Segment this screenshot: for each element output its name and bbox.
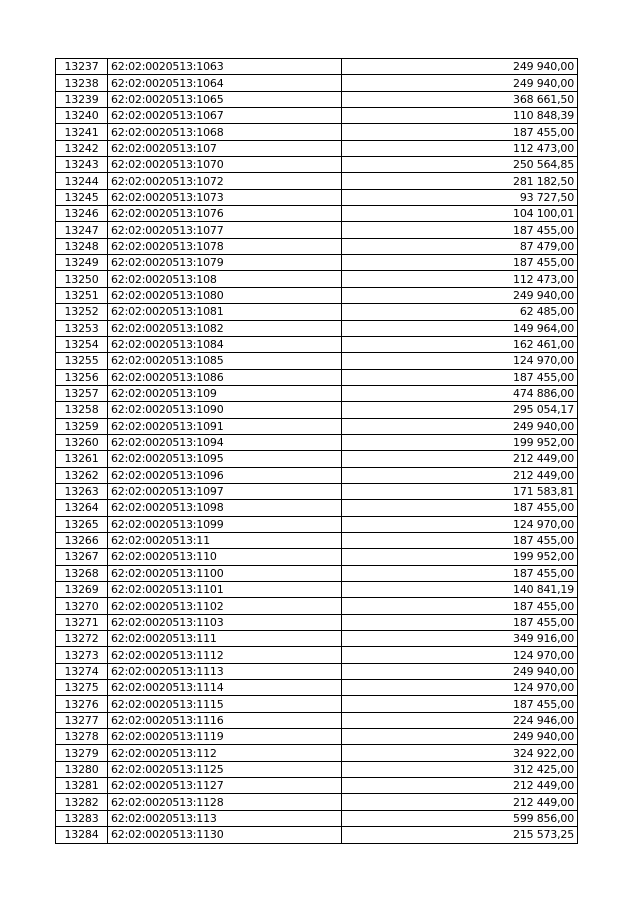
cadastral-value-cell: 187 455,00 [342,222,578,238]
cadastral-number-cell: 62:02:0020513:11 [108,532,342,548]
row-number-cell: 13238 [56,75,108,91]
cadastral-number-cell: 62:02:0020513:1098 [108,500,342,516]
cadastral-number-cell: 62:02:0020513:1078 [108,238,342,254]
table-row [56,434,578,450]
cadastral-value-cell: 124 970,00 [342,353,578,369]
cadastral-number-cell: 62:02:0020513:113 [108,810,342,826]
table-row [56,483,578,499]
cadastral-value-cell: 324 922,00 [342,745,578,761]
row-number-cell: 13247 [56,222,108,238]
cadastral-value-cell: 249 940,00 [342,663,578,679]
cadastral-value-cell: 187 455,00 [342,532,578,548]
cadastral-number-cell: 62:02:0020513:1103 [108,614,342,630]
cadastral-value-cell: 171 583,81 [342,483,578,499]
table-row [56,810,578,826]
table-row [56,500,578,516]
table-row [56,418,578,434]
cadastral-number-cell: 62:02:0020513:1072 [108,173,342,189]
row-number-cell: 13240 [56,108,108,124]
row-number-cell: 13272 [56,631,108,647]
cadastral-number-cell: 62:02:0020513:1095 [108,451,342,467]
row-number-cell: 13258 [56,402,108,418]
cadastral-value-cell: 599 856,00 [342,810,578,826]
cadastral-value-cell: 162 461,00 [342,336,578,352]
table-row [56,287,578,303]
cadastral-value-cell: 124 970,00 [342,516,578,532]
row-number-cell: 13281 [56,778,108,794]
cadastral-number-cell: 62:02:0020513:1067 [108,108,342,124]
table-row [56,206,578,222]
cadastral-value-cell: 199 952,00 [342,549,578,565]
cadastral-number-cell: 62:02:0020513:1112 [108,647,342,663]
cadastral-number-cell: 62:02:0020513:1063 [108,59,342,75]
table-row [56,565,578,581]
cadastral-value-cell: 312 425,00 [342,761,578,777]
row-number-cell: 13252 [56,304,108,320]
row-number-cell: 13282 [56,794,108,810]
table-row [56,549,578,565]
table-row [56,647,578,663]
table-row [56,124,578,140]
row-number-cell: 13275 [56,680,108,696]
table-row [56,91,578,107]
row-number-cell: 13283 [56,810,108,826]
row-number-cell: 13250 [56,271,108,287]
table-row [56,680,578,696]
cadastral-value-cell: 249 940,00 [342,418,578,434]
table-row [56,614,578,630]
table-row [56,663,578,679]
table-row [56,173,578,189]
table-row [56,467,578,483]
cadastral-value-cell: 295 054,17 [342,402,578,418]
row-number-cell: 13244 [56,173,108,189]
cadastral-number-cell: 62:02:0020513:1082 [108,320,342,336]
row-number-cell: 13248 [56,238,108,254]
table-row [56,75,578,91]
row-number-cell: 13264 [56,500,108,516]
row-number-cell: 13269 [56,582,108,598]
cadastral-number-cell: 62:02:0020513:1102 [108,598,342,614]
row-number-cell: 13239 [56,91,108,107]
cadastral-number-cell: 62:02:0020513:1077 [108,222,342,238]
row-number-cell: 13246 [56,206,108,222]
row-number-cell: 13268 [56,565,108,581]
cadastral-value-cell: 112 473,00 [342,271,578,287]
table-row [56,108,578,124]
cadastral-number-cell: 62:02:0020513:1096 [108,467,342,483]
cadastral-number-cell: 62:02:0020513:1113 [108,663,342,679]
cadastral-value-cell: 187 455,00 [342,696,578,712]
cadastral-number-cell: 62:02:0020513:1065 [108,91,342,107]
table-body [56,59,578,844]
row-number-cell: 13270 [56,598,108,614]
cadastral-number-cell: 62:02:0020513:111 [108,631,342,647]
cadastral-number-cell: 62:02:0020513:1101 [108,582,342,598]
table-row [56,696,578,712]
table-row [56,255,578,271]
cadastral-value-cell: 249 940,00 [342,75,578,91]
table-row [56,369,578,385]
row-number-cell: 13256 [56,369,108,385]
table-row [56,402,578,418]
row-number-cell: 13257 [56,385,108,401]
cadastral-value-cell: 187 455,00 [342,565,578,581]
row-number-cell: 13280 [56,761,108,777]
row-number-cell: 13273 [56,647,108,663]
row-number-cell: 13259 [56,418,108,434]
table-row [56,631,578,647]
cadastral-value-cell: 349 916,00 [342,631,578,647]
cadastral-value-cell: 199 952,00 [342,434,578,450]
row-number-cell: 13278 [56,729,108,745]
cadastral-number-cell: 62:02:0020513:1128 [108,794,342,810]
cadastral-value-cell: 281 182,50 [342,173,578,189]
table-row [56,157,578,173]
row-number-cell: 13245 [56,189,108,205]
cadastral-value-cell: 93 727,50 [342,189,578,205]
row-number-cell: 13266 [56,532,108,548]
cadastral-number-cell: 62:02:0020513:1127 [108,778,342,794]
cadastral-value-cell: 149 964,00 [342,320,578,336]
cadastral-value-cell: 250 564,85 [342,157,578,173]
cadastral-number-cell: 62:02:0020513:110 [108,549,342,565]
cadastral-value-cell: 124 970,00 [342,680,578,696]
cadastral-value-cell: 212 449,00 [342,794,578,810]
cadastral-value-cell: 112 473,00 [342,140,578,156]
table-row [56,353,578,369]
cadastral-number-cell: 62:02:0020513:1076 [108,206,342,222]
cadastral-number-cell: 62:02:0020513:1115 [108,696,342,712]
row-number-cell: 13255 [56,353,108,369]
row-number-cell: 13262 [56,467,108,483]
table-row [56,532,578,548]
table-row [56,451,578,467]
cadastral-number-cell: 62:02:0020513:1116 [108,712,342,728]
row-number-cell: 13260 [56,434,108,450]
cadastral-number-cell: 62:02:0020513:1114 [108,680,342,696]
row-number-cell: 13263 [56,483,108,499]
cadastral-value-cell: 187 455,00 [342,369,578,385]
cadastral-value-cell: 224 946,00 [342,712,578,728]
table-row [56,582,578,598]
cadastral-number-cell: 62:02:0020513:1097 [108,483,342,499]
cadastral-number-cell: 62:02:0020513:108 [108,271,342,287]
table-row [56,827,578,843]
table-row [56,336,578,352]
cadastral-number-cell: 62:02:0020513:1084 [108,336,342,352]
table-row [56,745,578,761]
cadastral-value-cell: 249 940,00 [342,287,578,303]
table-row [56,761,578,777]
cadastral-value-cell: 215 573,25 [342,827,578,843]
row-number-cell: 13254 [56,336,108,352]
table-row [56,140,578,156]
row-number-cell: 13284 [56,827,108,843]
table-row [56,238,578,254]
cadastral-value-cell: 140 841,19 [342,582,578,598]
cadastral-number-cell: 62:02:0020513:1130 [108,827,342,843]
cadastral-value-cell: 187 455,00 [342,500,578,516]
table-row [56,271,578,287]
table-row [56,778,578,794]
row-number-cell: 13276 [56,696,108,712]
table-row [56,385,578,401]
cadastral-number-cell: 62:02:0020513:109 [108,385,342,401]
row-number-cell: 13243 [56,157,108,173]
row-number-cell: 13241 [56,124,108,140]
cadastral-number-cell: 62:02:0020513:1091 [108,418,342,434]
cadastral-value-cell: 212 449,00 [342,467,578,483]
cadastral-number-cell: 62:02:0020513:1085 [108,353,342,369]
cadastral-number-cell: 62:02:0020513:1073 [108,189,342,205]
table-row [56,598,578,614]
cadastral-value-cell: 124 970,00 [342,647,578,663]
cadastral-value-cell: 212 449,00 [342,451,578,467]
cadastral-number-cell: 62:02:0020513:1125 [108,761,342,777]
cadastral-number-cell: 62:02:0020513:1064 [108,75,342,91]
row-number-cell: 13271 [56,614,108,630]
table-row [56,794,578,810]
cadastral-number-cell: 62:02:0020513:1070 [108,157,342,173]
row-number-cell: 13279 [56,745,108,761]
table-row [56,320,578,336]
cadastral-value-cell: 187 455,00 [342,598,578,614]
cadastral-number-cell: 62:02:0020513:1081 [108,304,342,320]
row-number-cell: 13261 [56,451,108,467]
cadastral-value-cell: 474 886,00 [342,385,578,401]
table-row [56,729,578,745]
cadastral-number-cell: 62:02:0020513:1086 [108,369,342,385]
cadastral-value-cell: 187 455,00 [342,255,578,271]
row-number-cell: 13249 [56,255,108,271]
cadastral-value-table [55,58,578,844]
cadastral-number-cell: 62:02:0020513:1080 [108,287,342,303]
table-row [56,304,578,320]
cadastral-value-cell: 187 455,00 [342,614,578,630]
table-row [56,222,578,238]
cadastral-value-cell: 110 848,39 [342,108,578,124]
row-number-cell: 13237 [56,59,108,75]
cadastral-number-cell: 62:02:0020513:1090 [108,402,342,418]
cadastral-number-cell: 62:02:0020513:112 [108,745,342,761]
cadastral-value-cell: 62 485,00 [342,304,578,320]
table-row [56,516,578,532]
cadastral-value-cell: 87 479,00 [342,238,578,254]
table-row [56,712,578,728]
cadastral-value-cell: 104 100,01 [342,206,578,222]
cadastral-number-cell: 62:02:0020513:1119 [108,729,342,745]
row-number-cell: 13274 [56,663,108,679]
table-row [56,59,578,75]
row-number-cell: 13253 [56,320,108,336]
cadastral-number-cell: 62:02:0020513:1079 [108,255,342,271]
row-number-cell: 13277 [56,712,108,728]
cadastral-number-cell: 62:02:0020513:1100 [108,565,342,581]
row-number-cell: 13242 [56,140,108,156]
cadastral-value-cell: 368 661,50 [342,91,578,107]
cadastral-number-cell: 62:02:0020513:107 [108,140,342,156]
cadastral-value-cell: 249 940,00 [342,729,578,745]
table-row [56,189,578,205]
row-number-cell: 13265 [56,516,108,532]
cadastral-number-cell: 62:02:0020513:1068 [108,124,342,140]
cadastral-number-cell: 62:02:0020513:1099 [108,516,342,532]
row-number-cell: 13251 [56,287,108,303]
cadastral-value-cell: 249 940,00 [342,59,578,75]
cadastral-value-cell: 187 455,00 [342,124,578,140]
cadastral-value-cell: 212 449,00 [342,778,578,794]
row-number-cell: 13267 [56,549,108,565]
cadastral-number-cell: 62:02:0020513:1094 [108,434,342,450]
